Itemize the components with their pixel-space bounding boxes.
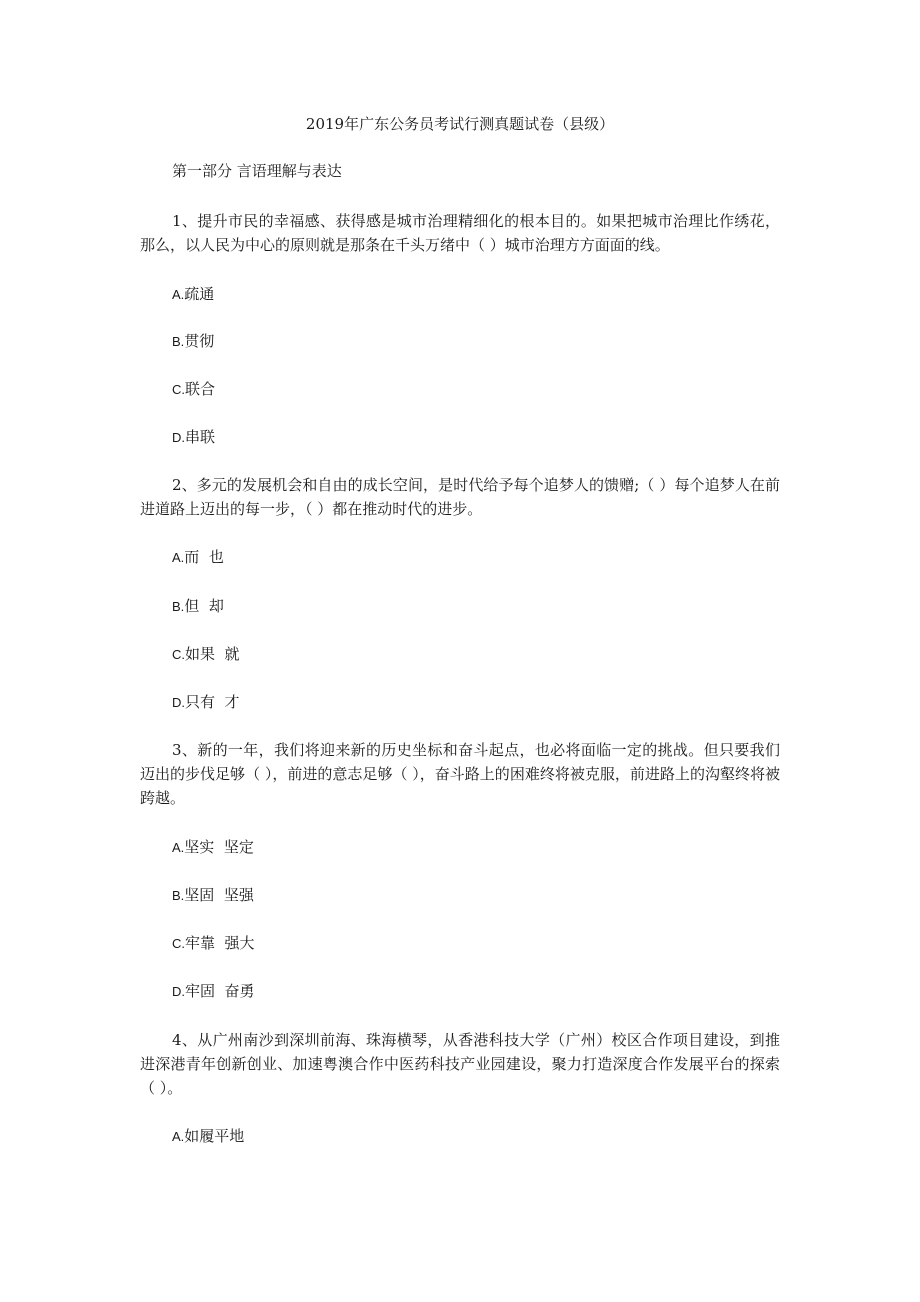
question-3-option-a [172, 837, 254, 858]
option-letter: D. [172, 984, 185, 999]
option-letter: C. [172, 382, 185, 397]
option-letter: B. [172, 599, 185, 614]
question-1-option-b [172, 331, 214, 352]
question-2-option-d [172, 692, 240, 713]
option-text: 牢靠 强大 [185, 934, 255, 952]
option-letter: A. [172, 550, 185, 565]
question-4-option-a [172, 1126, 244, 1147]
option-letter: A. [172, 840, 185, 855]
option-text: 如果 就 [185, 645, 240, 663]
question-2-text: 2、多元的发展机会和自由的成长空间，是时代给予每个追梦人的馈赠;（ ）每个追梦人在前进道路上迈出的每一步，（ ）都在推动时代的进步。 [140, 476, 780, 518]
option-text: 贯彻 [184, 332, 215, 350]
option-text: 坚实 坚定 [184, 838, 254, 856]
question-3-option-c [172, 933, 255, 954]
option-letter: B. [172, 888, 185, 903]
option-letter: D. [172, 430, 185, 445]
option-text: 只有 才 [185, 693, 240, 711]
option-text: 如履平地 [184, 1127, 245, 1145]
question-4-text: 4、从广州南沙到深圳前海、珠海横琴，从香港科技大学（广州）校区合作项目建设，到推进深港青年创新创业、加速粤澳合作中医药科技产业园建设，聚力打造深度合作发展平台的探索（ ）。 [140, 1031, 780, 1097]
option-text: 坚固 坚强 [184, 886, 254, 904]
question-2-option-a [172, 547, 224, 568]
option-text: 联合 [185, 380, 216, 398]
question-1-option-c [172, 379, 215, 400]
option-letter: B. [172, 334, 185, 349]
option-text: 牢固 奋勇 [185, 982, 255, 1000]
option-letter: D. [172, 695, 185, 710]
question-2-option-b [172, 596, 224, 617]
question-3-text: 3、新的一年，我们将迎来新的历史坐标和奋斗起点，也必将面临一定的挑战。但只要我们迈出的步伐足够（ ），前进的意志足够（ ），奋斗路上的困难终将被克服，前进路上的沟壑终将被跨越。 [140, 741, 780, 807]
question-1-option-d [172, 427, 215, 448]
question-1-option-a [172, 284, 214, 305]
question-1-text: 1、提升市民的幸福感、获得感是城市治理精细化的根本目的。如果把城市治理比作绣花，那么，以人民为中心的原则就是那条在千头万绪中（ ）城市治理方方面面的线。 [140, 212, 780, 254]
option-letter: C. [172, 936, 185, 951]
document-title: 2019年广东公务员考试行测真题试卷（县级） [305, 115, 615, 133]
option-text: 串联 [185, 428, 216, 446]
option-text: 但 却 [184, 597, 224, 615]
option-text: 疏通 [184, 285, 215, 303]
option-letter: A. [172, 1129, 185, 1144]
section-heading: 第一部分 言语理解与表达 [172, 162, 342, 180]
option-letter: C. [172, 647, 185, 662]
question-2-option-c [172, 644, 240, 665]
question-3-option-b [172, 885, 254, 906]
question-3-option-d [172, 981, 255, 1002]
option-text: 而 也 [184, 548, 224, 566]
option-letter: A. [172, 287, 185, 302]
